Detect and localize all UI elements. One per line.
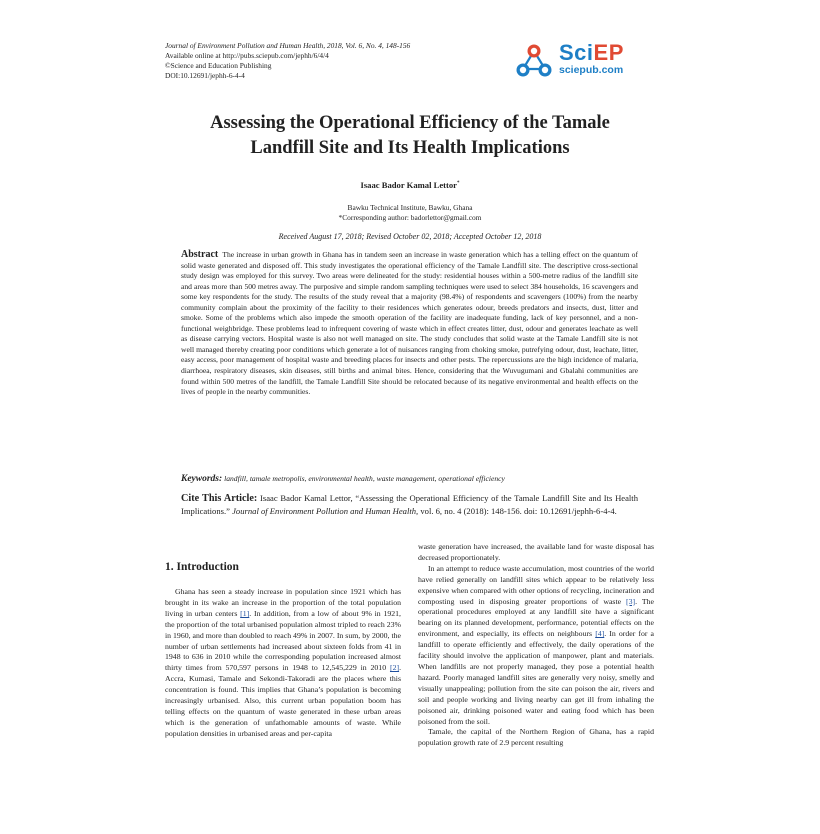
sciep-url: sciepub.com bbox=[559, 64, 624, 76]
paper-title bbox=[165, 111, 655, 161]
doi-line: DOI:10.12691/jephh-6-4-4 bbox=[165, 71, 245, 80]
keywords bbox=[181, 474, 638, 484]
left-column bbox=[165, 587, 401, 740]
title-line-1: Assessing the Operational Efficiency of the Tamale bbox=[210, 113, 610, 133]
section-heading-introduction: 1. Introduction bbox=[165, 561, 239, 573]
abstract-label: Abstract bbox=[181, 249, 219, 260]
abstract-text: The increase in urban growth in Ghana has in tandem seen an increase in waste generation which has a telling effect on the quantum of solid waste generated and disposed off. This study investigates the operational efficiency of the Tamale Landfill site. The descriptive cross-sectional study design was employed for this survey. Two areas were delineated for the study: residential houses within a 500-metre radius of the landfill site and areas more than 500 metres away. The purposive and simple random sampling techniques were used to select 384 households, 16 scavengers and some key respondents for the study. The results of the study reveal that a majority (98.4%) of respondents and scavengers (100%) from the nearby community complain about the proximity of the facility to their residences which generates odour, breeds predators and insects, dust, litter and smoke. Some of the problems which also impede the smooth operation of the facility are inadequate funding, lack of key personnel, and a non-functional weighbridge. These problems lead to infrequent covering of waste which in effect creates litter, dust, odour and generates leachate as well as disease carrying vectors. Hospital waste is also not well managed on site. The study concludes that solid waste at the Tamale Landfill site is not well managed thereby creating poor conditions which generate a lot of nuisances ranging from choking smoke, putrefying odour, dust, leachate, litter, easy access, poor management of hospital waste and breeding places for insects and other pests. The repercussions are the high incidence of malaria, diarrhoea, respiratory diseases, skin diseases, still births and animal bites. Hence, considering that the Wuvugumani and Gbalahi communities are found within 500 metres of the landfill, the Tamale Landfill Site should be relocated because of its negative environmental and health effects on the lives of people in the nearby communities. bbox=[181, 250, 638, 397]
cite-part-1: Isaac Bador Kamal Lettor, “Assessing the Operational Efficiency of the Tamale Landfill Site and Its Health Implications.” bbox=[181, 493, 638, 516]
title-line-2: Landfill Site and Its Health Implications bbox=[250, 138, 570, 158]
keywords-text: landfill, tamale metropolis, environmental health, waste management, operational efficiency bbox=[224, 474, 505, 483]
journal-citation-line: Journal of Environment Pollution and Human Health, 2018, Vol. 6, No. 4, 148-156 bbox=[165, 41, 411, 50]
intro-paragraph-continued: waste generation have increased, the available land for waste disposal has decreased proportionately. bbox=[418, 542, 654, 562]
keywords-label: Keywords: bbox=[181, 474, 223, 484]
author-name: Isaac Bador Kamal Lettor* bbox=[360, 180, 460, 190]
right-column bbox=[418, 542, 654, 749]
reference-link-2[interactable]: [2] bbox=[389, 663, 400, 673]
cite-this-article bbox=[181, 492, 638, 517]
cite-journal: Journal of Environment Pollution and Human Health, bbox=[232, 506, 419, 516]
intro-paragraph-3: Tamale, the capital of the Northern Region of Ghana, has a rapid population growth rate of 2.9 percent resulting bbox=[418, 727, 654, 748]
affiliation: Bawku Technical Institute, Bawku, Ghana bbox=[347, 203, 473, 212]
corresponding-author: *Corresponding author: badorlettor@gmail.com bbox=[338, 213, 482, 222]
reference-link-3[interactable]: [3] bbox=[626, 596, 636, 606]
sciep-wordmark: SciEP bbox=[559, 40, 624, 65]
sciep-logo-text bbox=[559, 42, 624, 76]
submission-dates: Received August 17, 2018; Revised October 02, 2018; Accepted October 12, 2018 bbox=[278, 232, 542, 241]
intro-paragraph-2: In an attempt to reduce waste accumulation, most countries of the world have relied generally on landfill sites which appear to be relatively less expensive when compared with other options of recycling, incineration and composting used in disposing greater proportions of waste [3]. The operational procedures employed at any landfill site have a significant bearing on its planned development, performance, potential effects on the environment, and especially, its effects on neighbours [4]. In order for a landfill to operate efficiently and effectively, the daily operations of the facility should involve the application of manpower, plant and materials. When landfills are not properly managed, they pose a potential health hazard. Poorly managed landfill sites are generally very noisy, smelly and visually unappealing; pollution from the site can poison the air, rivers and soil and people working and living nearby can get ill from inhaling the poisoned air, drinking poisoned water and eating food which has been poisoned from the soil. bbox=[418, 563, 655, 726]
reference-link-1[interactable]: [1] bbox=[240, 608, 250, 618]
cite-label: Cite This Article: bbox=[181, 493, 258, 504]
sciep-logo bbox=[512, 42, 647, 82]
cite-part-2: vol. 6, no. 4 (2018): 148-156. doi: 10.12691/jephh-6-4-4. bbox=[420, 506, 617, 516]
sciep-molecule-icon bbox=[512, 42, 556, 82]
reference-link-4[interactable]: [4] bbox=[595, 629, 605, 639]
abstract bbox=[181, 250, 638, 398]
intro-paragraph-1: Ghana has seen a steady increase in population since 1921 which has brought in its wake an increase in the proportion of the total population living in urban centers [1]. In addition, from a low of about 9% in 1921, the proportion of the total urbanised population almost tripled to reach 23% in 1960, and more than doubled to reach 49% in 2007. In sum, by 2000, the number of urban settlements had increased about sixteen folds from 41 in 1948 to 636 in 2010 while the corresponding population increased almost thirty times from 570,597 persons in 1948 to 12,545,229 in 2010 [2]. Accra, Kumasi, Tamale and Sekondi-Takoradi are the places where this concentration is found. This implies that Ghana’s population is becoming increasingly urbanised. Also, this current urban population boom has telling effects on the quantum of waste generated in these urban areas which is the generation of unfathomable amounts of waste. While population densities in urbanised areas and per-capita bbox=[165, 587, 402, 738]
affiliation-block bbox=[165, 203, 655, 223]
publisher-line: ©Science and Education Publishing bbox=[165, 61, 272, 70]
available-online-line: Available online at http://pubs.sciepub.com/jephh/6/4/4 bbox=[165, 51, 329, 60]
journal-header bbox=[165, 41, 410, 81]
